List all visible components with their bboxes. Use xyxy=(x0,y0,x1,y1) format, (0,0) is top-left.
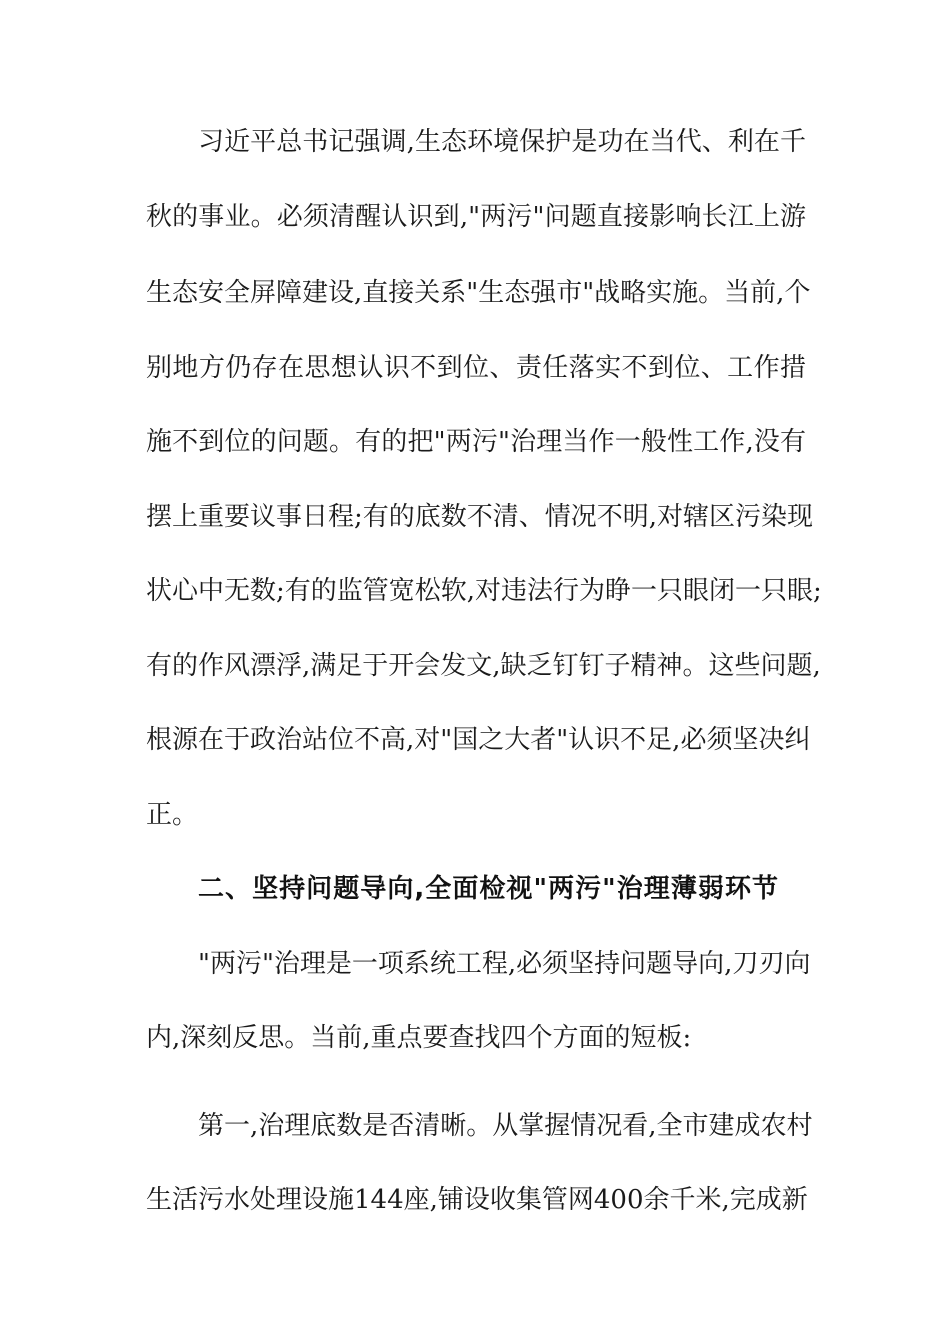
section-heading-2: 二、坚持问题导向,全面检视"两污"治理薄弱环节 xyxy=(198,874,778,904)
paragraph-1-line-8: 有的作风漂浮,满足于开会发文,缺乏钉钉子精神。这些问题, xyxy=(146,651,821,681)
paragraph-1-line-6: 摆上重要议事日程;有的底数不清、情况不明,对辖区污染现 xyxy=(146,502,814,532)
paragraph-1-line-5: 施不到位的问题。有的把"两污"治理当作一般性工作,没有 xyxy=(146,427,806,457)
paragraph-1-line-2: 秋的事业。必须清醒认识到,"两污"问题直接影响长江上游 xyxy=(146,202,806,232)
paragraph-3-line-1: 第一,治理底数是否清晰。从掌握情况看,全市建成农村 xyxy=(198,1111,813,1141)
paragraph-2-line-2: 内,深刻反思。当前,重点要查找四个方面的短板: xyxy=(146,1023,692,1053)
paragraph-2-line-1: "两污"治理是一项系统工程,必须坚持问题导向,刀刃向 xyxy=(198,949,811,979)
paragraph-3-line-2: 生活污水处理设施144座,铺设收集管网400余千米,完成新 xyxy=(146,1185,808,1215)
paragraph-1-line-1: 习近平总书记强调,生态环境保护是功在当代、利在千 xyxy=(198,127,806,157)
paragraph-1-line-10: 正。 xyxy=(146,800,199,830)
paragraph-1-line-9: 根源在于政治站位不高,对"国之大者"认识不足,必须坚决纠 xyxy=(146,725,811,755)
paragraph-1-line-7: 状心中无数;有的监管宽松软,对违法行为睁一只眼闭一只眼; xyxy=(146,576,822,606)
paragraph-1-line-3: 生态安全屏障建设,直接关系"生态强市"战略实施。当前,个 xyxy=(146,278,811,308)
paragraph-1-line-4: 别地方仍存在思想认识不到位、责任落实不到位、工作措 xyxy=(146,353,806,383)
